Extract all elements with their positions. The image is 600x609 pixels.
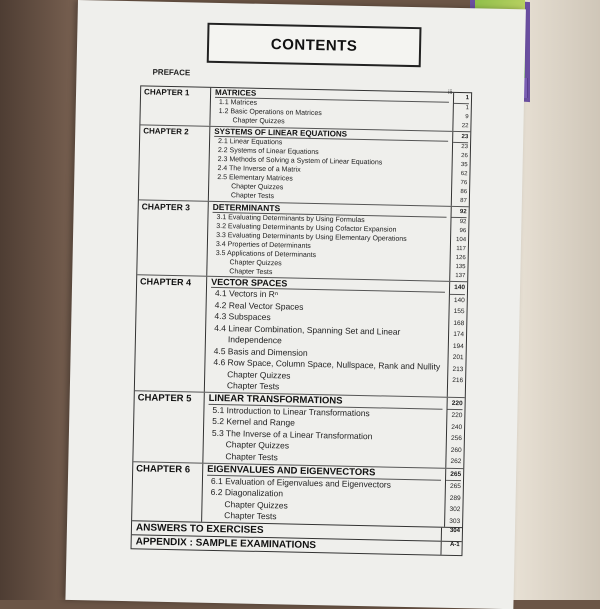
chapter-label: CHAPTER 2 xyxy=(139,125,211,200)
page-number: 194 xyxy=(452,342,464,350)
page-number: 260 xyxy=(450,446,462,454)
section-item: 6.1 Evaluation of Eigenvalues and Eigenvectors xyxy=(210,475,392,490)
page-number: 9 xyxy=(465,114,469,121)
section-item: 4.6 Row Space, Column Space, Nullspace, Rank and Nullity xyxy=(213,356,441,372)
chapter-title: DETERMINANTS xyxy=(213,202,447,218)
chapter-title: LINEAR TRANSFORMATIONS xyxy=(209,392,443,409)
chapter-row xyxy=(133,390,464,468)
page-number: 213 xyxy=(452,365,464,373)
section-item: 6.2 Diagonalization xyxy=(210,486,284,499)
section-item: Chapter Tests xyxy=(229,268,273,277)
section-item: Chapter Tests xyxy=(225,450,278,462)
section-item: 2.2 Systems of Linear Equations xyxy=(217,146,319,157)
chapter-label: CHAPTER 3 xyxy=(137,200,209,275)
page-number: 23 xyxy=(461,144,469,151)
chapter-title: EIGENVALUES AND EIGENVECTORS xyxy=(207,463,441,480)
page-number: 201 xyxy=(452,353,464,362)
page-number: 104 xyxy=(455,236,467,244)
section-item: 4.5 Basis and Dimension xyxy=(213,345,308,358)
page-number: 92 xyxy=(459,219,467,226)
page-number: 23 xyxy=(453,132,468,143)
page-number: 26 xyxy=(461,153,468,160)
page-number: 92 xyxy=(452,207,467,218)
page-number: 96 xyxy=(459,228,467,235)
page-number: 302 xyxy=(449,505,461,514)
page-number: 22 xyxy=(461,123,469,130)
page-number: 1 xyxy=(454,93,469,104)
page-number: 62 xyxy=(460,171,468,178)
section-item: Chapter Quizzes xyxy=(227,368,291,381)
section-item: Chapter Quizzes xyxy=(229,259,282,268)
section-item: Chapter Quizzes xyxy=(231,183,284,192)
section-item: 3.1 Evaluating Determinants by Using Formulas xyxy=(216,213,365,225)
page-number: 256 xyxy=(450,434,462,443)
page-number: 1 xyxy=(465,105,469,112)
section-item: 3.5 Applications of Determinants xyxy=(215,249,317,260)
appendix-row-page: A-1 xyxy=(440,542,461,555)
section-item: 2.4 The Inverse of a Matrix xyxy=(217,164,301,174)
page-number: 76 xyxy=(460,180,468,187)
page-number: 220 xyxy=(447,397,462,410)
section-item: 5.3 The Inverse of a Linear Transformation xyxy=(211,427,373,441)
chapter-label: CHAPTER 6 xyxy=(132,462,203,522)
answers-row-page: 304 xyxy=(441,528,462,541)
section-item: 4.1 Vectors in Rⁿ xyxy=(214,287,279,300)
section-item: 4.2 Real Vector Spaces xyxy=(214,299,304,312)
section-item: 5.1 Introduction to Linear Transformations xyxy=(212,404,370,418)
chapter-row xyxy=(132,461,463,527)
appendix-row-label: APPENDIX : SAMPLE EXAMINATIONS xyxy=(135,536,317,552)
section-item: 4.4 Linear Combination, Spanning Set and Linear xyxy=(214,322,401,337)
chapter-label: CHAPTER 5 xyxy=(133,391,204,462)
chapter-row xyxy=(140,86,471,131)
contents-page xyxy=(65,0,525,609)
section-item: 1.2 Basic Operations on Matrices xyxy=(218,107,322,118)
page-number: 289 xyxy=(449,494,461,502)
page-number: 135 xyxy=(455,263,466,271)
section-item: Chapter Quizzes xyxy=(232,117,285,126)
chapter-row xyxy=(139,124,470,206)
chapter-row xyxy=(137,199,468,281)
section-item: 1.1 Matrices xyxy=(218,98,258,107)
preface-page: iii xyxy=(448,89,453,96)
page-number: 168 xyxy=(453,319,465,327)
page-number: 117 xyxy=(456,245,466,253)
section-item: 3.2 Evaluating Determinants by Using Cofactor Expansion xyxy=(216,222,397,234)
section-item: 2.1 Linear Equations xyxy=(217,137,283,147)
page-title: CONTENTS xyxy=(207,23,422,67)
page-number: 265 xyxy=(449,482,461,491)
page-number: 216 xyxy=(452,376,464,385)
section-item: Chapter Tests xyxy=(224,510,277,522)
page-number: 35 xyxy=(460,162,468,169)
chapter-label: CHAPTER 4 xyxy=(135,275,207,391)
answers-row-label: ANSWERS TO EXERCISES xyxy=(135,522,264,537)
toc-table xyxy=(131,85,473,556)
preface-label: PREFACE xyxy=(152,67,191,78)
page-number: 126 xyxy=(455,254,466,262)
section-item: 3.4 Properties of Determinants xyxy=(215,240,311,250)
section-item: Chapter Tests xyxy=(230,192,275,201)
section-item: Chapter Quizzes xyxy=(225,439,290,451)
chapter-title: MATRICES xyxy=(215,88,449,103)
page-number: 140 xyxy=(450,282,465,295)
page-number: 262 xyxy=(450,457,462,466)
section-item: 2.3 Methods of Solving a System of Linear Equations xyxy=(217,155,383,167)
section-item: 5.2 Kernel and Range xyxy=(212,415,296,428)
section-item: Chapter Tests xyxy=(226,380,280,392)
section-item: Chapter Quizzes xyxy=(224,498,288,511)
page-number: 265 xyxy=(446,468,461,481)
page-number: 86 xyxy=(460,189,468,196)
section-item: 4.3 Subspaces xyxy=(214,310,271,323)
section-item: 2.5 Elementary Matrices xyxy=(217,173,293,183)
page-number: 155 xyxy=(453,307,465,316)
page-number: 137 xyxy=(455,272,466,280)
chapter-title: VECTOR SPACES xyxy=(211,277,445,293)
page-number: 220 xyxy=(451,411,463,420)
section-item: 3.3 Evaluating Determinants by Using Elementary Operations xyxy=(216,231,407,243)
chapter-label: CHAPTER 1 xyxy=(140,86,211,125)
section-item: Independence xyxy=(227,334,282,346)
page-number: 240 xyxy=(451,423,463,431)
page-number: 174 xyxy=(453,330,465,339)
page-number: 140 xyxy=(453,296,465,304)
chapter-row xyxy=(135,274,467,396)
page-number: 87 xyxy=(460,198,467,205)
chapter-title: SYSTEMS OF LINEAR EQUATIONS xyxy=(214,127,448,142)
page-number: 303 xyxy=(449,517,461,525)
